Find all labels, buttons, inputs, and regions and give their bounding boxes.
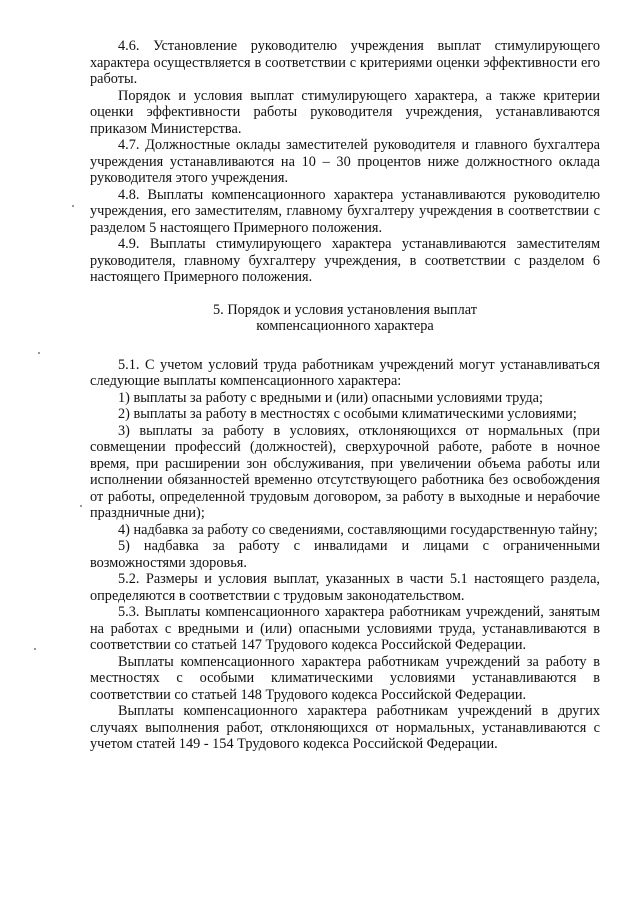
paragraph-4-6-procedure: Порядок и условия выплат стимулирующего характера, а также критерии оценки эффективности работы руководителя учреждения, устанавливаются приказом Министерства.: [90, 87, 600, 137]
paragraph-5-3: 5.3. Выплаты компенсационного характера работникам учреждений, занятым на работах с вредными и (или) опасными условиями труда, устанавливаются в соответствии со статьей 147 Трудового кодекса Российской Федерации.: [90, 604, 600, 653]
paragraph-4-9: 4.9. Выплаты стимулирующего характера устанавливаются заместителям руководителя, главному бухгалтеру учреждения, в соответствии с разделом 6 настоящего Примерного положения.: [90, 236, 600, 285]
list-item-3: 3) выплаты за работу в условиях, отклоняющихся от нормальных (при совмещении профессий (должностей), сверхурочной работе, работе в ночное время, при расширении зон обслуживания, при увеличении объема работы или исполнении обязанностей временно отсутствующего работника без освобождения от работы, определенной трудовым договором, за работу в выходные и нерабочие праздничные дни);: [90, 422, 600, 521]
paragraph-4-7: 4.7. Должностные оклады заместителей руководителя и главного бухгалтера учреждения устанавливаются на 10 – 30 процентов ниже должностного оклада руководителя этого учреждения.: [90, 137, 600, 186]
paragraph-5-3-other: Выплаты компенсационного характера работникам учреждений в других случаях выполнения работ, отклоняющихся от нормальных, устанавливаются с учетом статей 149 - 154 Трудового кодекса Российской Федерации.: [90, 703, 600, 752]
scan-speck: [80, 505, 82, 507]
section-heading-line-2: компенсационного характера: [256, 318, 434, 334]
document-body: [90, 38, 600, 753]
list-item-4: 4) надбавка за работу со сведениями, составляющими государственную тайну;: [118, 521, 598, 538]
paragraph-5-3-climate: Выплаты компенсационного характера работникам учреждений за работу в местностях с особыми климатическими условиями устанавливаются в соответствии со статьей 148 Трудового кодекса Российской Федерации.: [90, 653, 600, 703]
section-heading-line-1: 5. Порядок и условия установления выплат: [213, 301, 477, 318]
list-item-5: 5) надбавка за работу с инвалидами и лицами с ограниченными возможностями здоровья.: [90, 538, 600, 571]
spacer: [90, 335, 600, 357]
scan-speck: [34, 648, 36, 650]
paragraph-5-1: 5.1. С учетом условий труда работникам учреждений могут устанавливаться следующие выплаты компенсационного характера:: [90, 356, 600, 389]
spacer: [90, 286, 600, 302]
scan-speck: [72, 205, 74, 207]
scan-speck: [38, 352, 40, 354]
list-item-1: 1) выплаты за работу с вредными и (или) опасными условиями труда;: [118, 389, 543, 406]
paragraph-4-6: 4.6. Установление руководителю учреждения выплат стимулирующего характера осуществляется в соответствии с критериями оценки эффективности его работы.: [90, 38, 600, 87]
list-item-2: 2) выплаты за работу в местностях с особыми климатическими условиями;: [118, 406, 577, 422]
paragraph-4-8: 4.8. Выплаты компенсационного характера устанавливаются руководителю учреждения, его заместителям, главному бухгалтеру учреждения в соответствии с разделом 5 настоящего Примерного положения.: [90, 186, 600, 236]
paragraph-5-2: 5.2. Размеры и условия выплат, указанных в части 5.1 настоящего раздела, определяются в соответствии с трудовым законодательством.: [90, 571, 600, 604]
